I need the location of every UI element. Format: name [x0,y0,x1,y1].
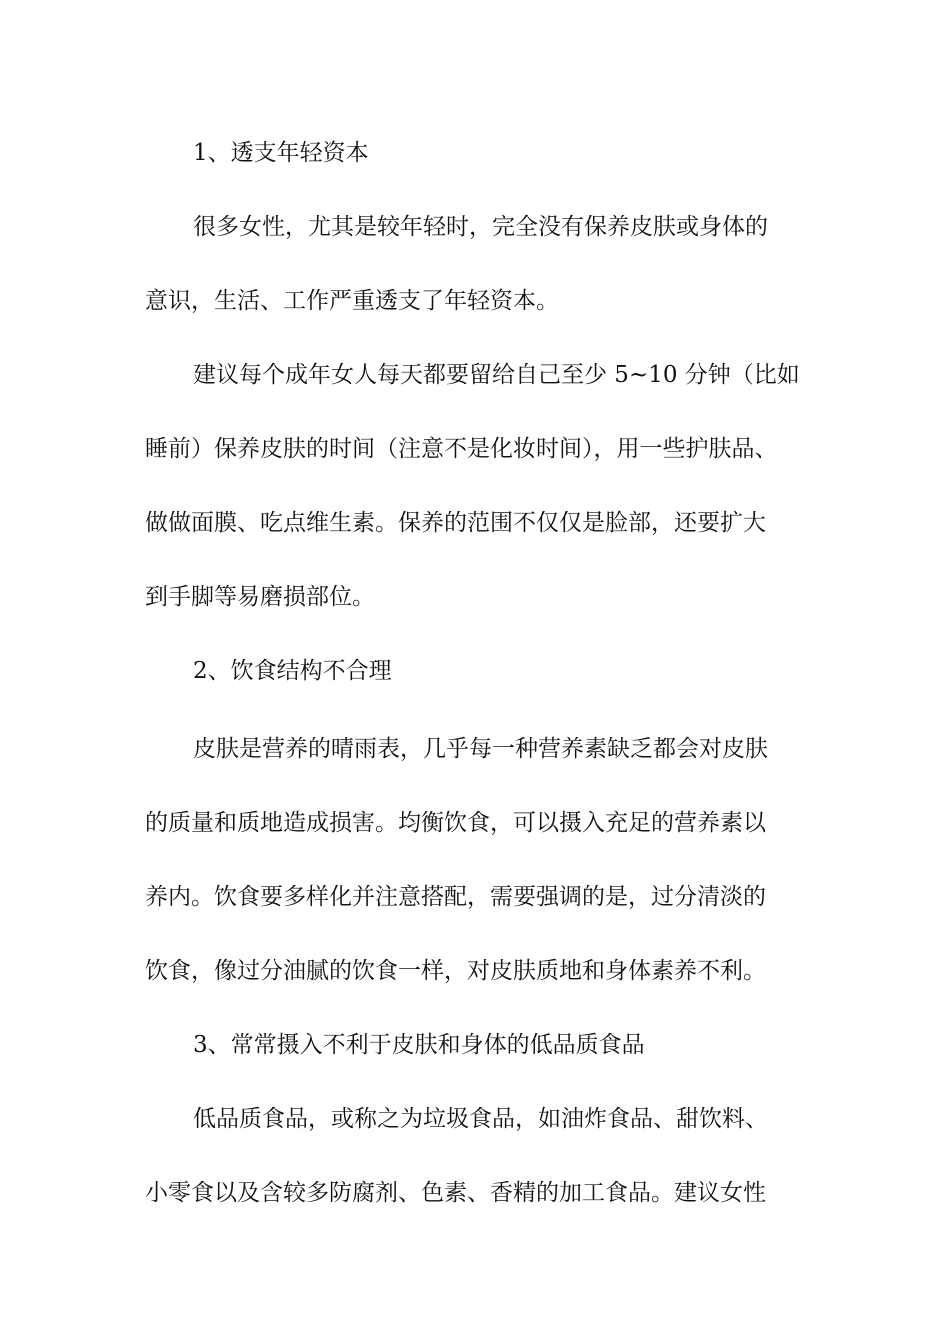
paragraph-line: 到手脚等易磨损部位。 [145,584,375,610]
paragraph-line: 养内。饮食要多样化并注意搭配，需要强调的是，过分清淡的 [145,884,766,910]
paragraph-line: 的质量和质地造成损害。均衡饮食，可以摄入充足的营养素以 [145,810,766,836]
paragraph-line: 小零食以及含较多防腐剂、色素、香精的加工食品。建议女性 [145,1180,766,1206]
paragraph-line: 建议每个成年女人每天都要留给自己至少 5~10 分钟（比如 [193,362,800,388]
paragraph-line: 皮肤是营养的晴雨表，几乎每一种营养素缺乏都会对皮肤 [193,736,768,762]
paragraph-line: 意识，生活、工作严重透支了年轻资本。 [145,288,559,314]
section-heading-2: 2、饮食结构不合理 [193,658,392,684]
paragraph-line: 睡前）保养皮肤的时间（注意不是化妆时间），用一些护肤品、 [145,436,778,462]
paragraph-line: 饮食，像过分油腻的饮食一样，对皮肤质地和身体素养不利。 [145,958,766,984]
paragraph-line: 做做面膜、吃点维生素。保养的范围不仅仅是脸部，还要扩大 [145,510,766,536]
paragraph-line: 很多女性，尤其是较年轻时，完全没有保养皮肤或身体的 [193,214,768,240]
section-heading-1: 1、透支年轻资本 [193,140,369,166]
paragraph-line: 低品质食品，或称之为垃圾食品，如油炸食品、甜饮料、 [193,1106,768,1132]
section-heading-3: 3、常常摄入不利于皮肤和身体的低品质食品 [193,1032,645,1058]
